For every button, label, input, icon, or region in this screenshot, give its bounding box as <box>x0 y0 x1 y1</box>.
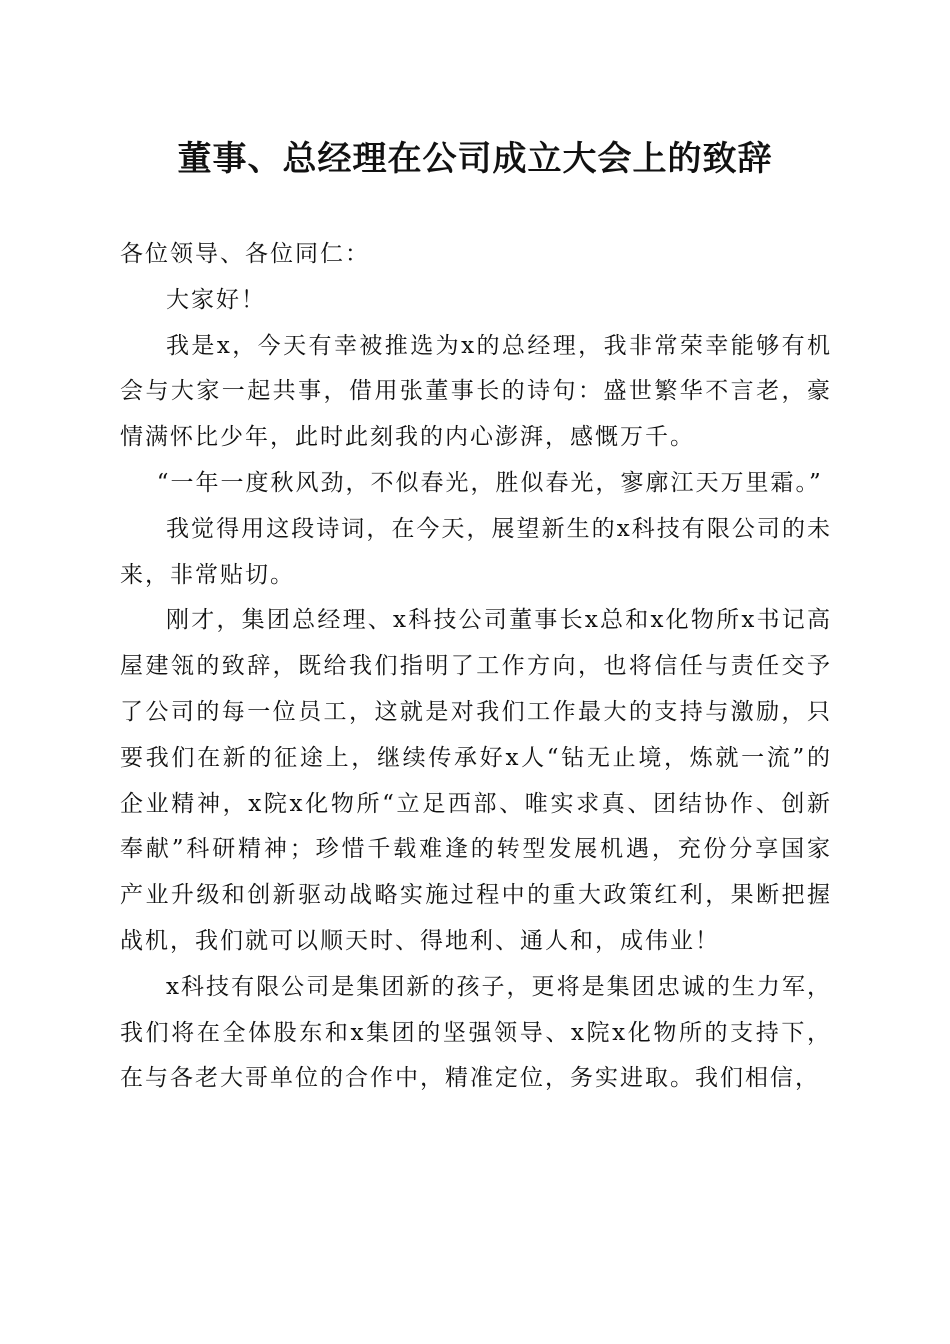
paragraph-company-future: x科技有限公司是集团新的孩子，更将是集团忠诚的生力军，我们将在全体股东和x集团的坚强领导、x院x化物所的支持下，在与各老大哥单位的合作中，精准定位，务实进取。我们相信， <box>120 973 832 1092</box>
paragraph-poem-comment: 我觉得用这段诗词，在今天，展望新生的x科技有限公司的未来，非常贴切。 <box>120 515 832 588</box>
document-title: 董事、总经理在公司成立大会上的致辞 <box>177 139 773 179</box>
paragraph-greeting: 大家好！ <box>166 286 266 313</box>
paragraph-speech-body: 刚才，集团总经理、x科技公司董事长x总和x化物所x书记高屋建瓴的致辞，既给我们指明了工作方向，也将信任与责任交予了公司的每一位员工，这就是对我们工作最大的支持与激励，只要我们在新的征途上，继续传承好x人“钻无止境，炼就一流”的企业精神，x院x化物所“立足西部、唯实求真、团结协作、创新奉献”科研精神；珍惜千载难逢的转型发展机遇，充份分享国家产业升级和创新驱动战略实施过程中的重大政策红利，果断把握战机，我们就可以顺天时、得地利、通人和，成伟业！ <box>120 607 832 954</box>
paragraph-poem-quote: “一年一度秋风劲，不似春光，胜似春光，寥廓江天万里霜。” <box>156 469 823 496</box>
salutation: 各位领导、各位同仁： <box>120 241 370 267</box>
document-body <box>120 232 832 1102</box>
paragraph-introduction: 我是x，今天有幸被推选为x的总经理，我非常荣幸能够有机会与大家一起共事，借用张董事长的诗句：盛世繁华不言老，豪情满怀比少年，此时此刻我的内心澎湃，感慨万千。 <box>120 332 832 451</box>
